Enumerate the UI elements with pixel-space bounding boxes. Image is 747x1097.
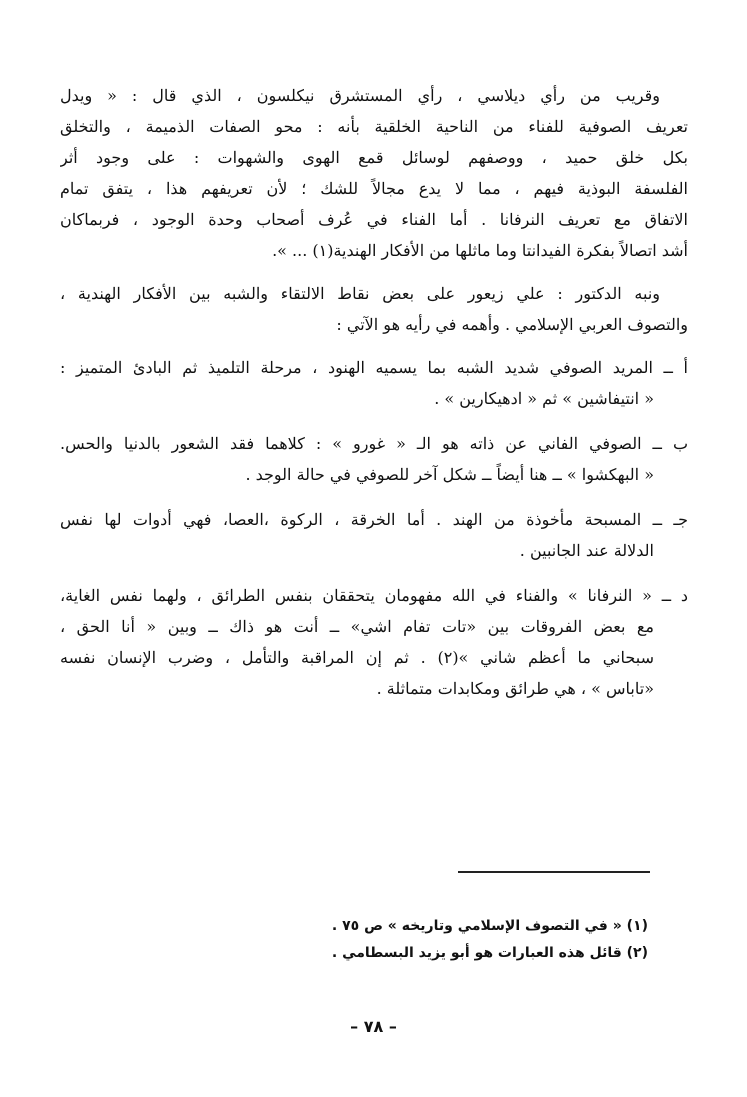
text-line: الدلالة عند الجانبين .: [519, 541, 654, 560]
list-item-d: [60, 580, 688, 704]
footnote-2: (٢) قائل هذه العبارات هو أبو يزيد البسطامي .: [331, 945, 648, 961]
text-line: الاتفاق مع تعريف النرفانا . أما الفناء في عُرف أصحاب وحدة الوجود ، فربماكان: [60, 210, 688, 229]
page-number: – ٧٨ –: [350, 1017, 397, 1036]
list-item-b: [60, 428, 688, 490]
footnotes: [60, 913, 648, 967]
text-line: مع بعض الفروقات بين «تات تفام اشي» ــ أنت هو ذاك ــ وبين « أنا الحق ،: [60, 617, 654, 636]
text-line: تعريف الصوفية للفناء من الناحية الخلقية بأنه : محو الصفات الذميمة ، والتخلق: [60, 117, 688, 136]
text-line: « البهكشوا » ــ هنا أيضاً ــ شكل آخر للصوفي في حالة الوجد .: [245, 465, 654, 484]
footnote-divider: [458, 871, 650, 873]
text-line: د ــ « النرفانا » والفناء في الله مفهومان يتحققان بنفس الطرائق ، ولهما نفس الغاية،: [60, 586, 688, 605]
list-item-a: [60, 352, 688, 414]
text-line: «تاباس » ، هي طرائق ومكابدات متماثلة .: [376, 679, 654, 698]
footnote-1: (١) « في التصوف الإسلامي وتاريخه » ص ٧٥ .: [331, 918, 648, 934]
text-line: جـ ــ المسبحة مأخوذة من الهند . أما الخرقة ، الركوة ،العصا، فهي أدوات لها نفس: [60, 510, 688, 529]
page-body: [60, 80, 688, 718]
text-line: ب ــ الصوفي الفاني عن ذاته هو الـ « غورو » : كلاهما فقد الشعور بالدنيا والحس.: [60, 434, 688, 453]
paragraph-zayour-intro: [60, 278, 688, 340]
text-line: أشد اتصالاً بفكرة الفيدانتا وما ماثلها من الأفكار الهندية(١) ... ».: [272, 241, 688, 260]
text-line: « انتيفاشين » ثم « ادهيكارين » .: [434, 389, 654, 408]
text-line: والتصوف العربي الإسلامي . وأهمه في رأيه هو الآتي :: [336, 315, 688, 334]
text-line: الفلسفة البوذية فيهم ، مما لا يدع مجالاً للشك ؛ لأن تعريفهم هذا ، يتفق تمام: [60, 179, 688, 198]
list-item-c: [60, 504, 688, 566]
text-line: أ ــ المريد الصوفي شديد الشبه بما يسميه الهنود ، مرحلة التلميذ ثم البادئ المتميز :: [60, 358, 688, 377]
text-line: بكل خلق حميد ، ووصفهم لوسائل قمع الهوى والشهوات : على وجود أثر: [60, 148, 688, 167]
text-line: وقريب من رأي ديلاسي ، رأي المستشرق نيكلسون ، الذي قال : « ويدل: [60, 86, 660, 105]
text-line: سبحاني ما أعظم شاني »(٢) . ثم إن المراقبة والتأمل ، وضرب الإنسان نفسه: [60, 648, 654, 667]
paragraph-nicholson-quote: [60, 80, 688, 266]
text-line: ونبه الدكتور : علي زيعور على بعض نقاط الالتقاء والشبه بين الأفكار الهندية ،: [60, 284, 660, 303]
